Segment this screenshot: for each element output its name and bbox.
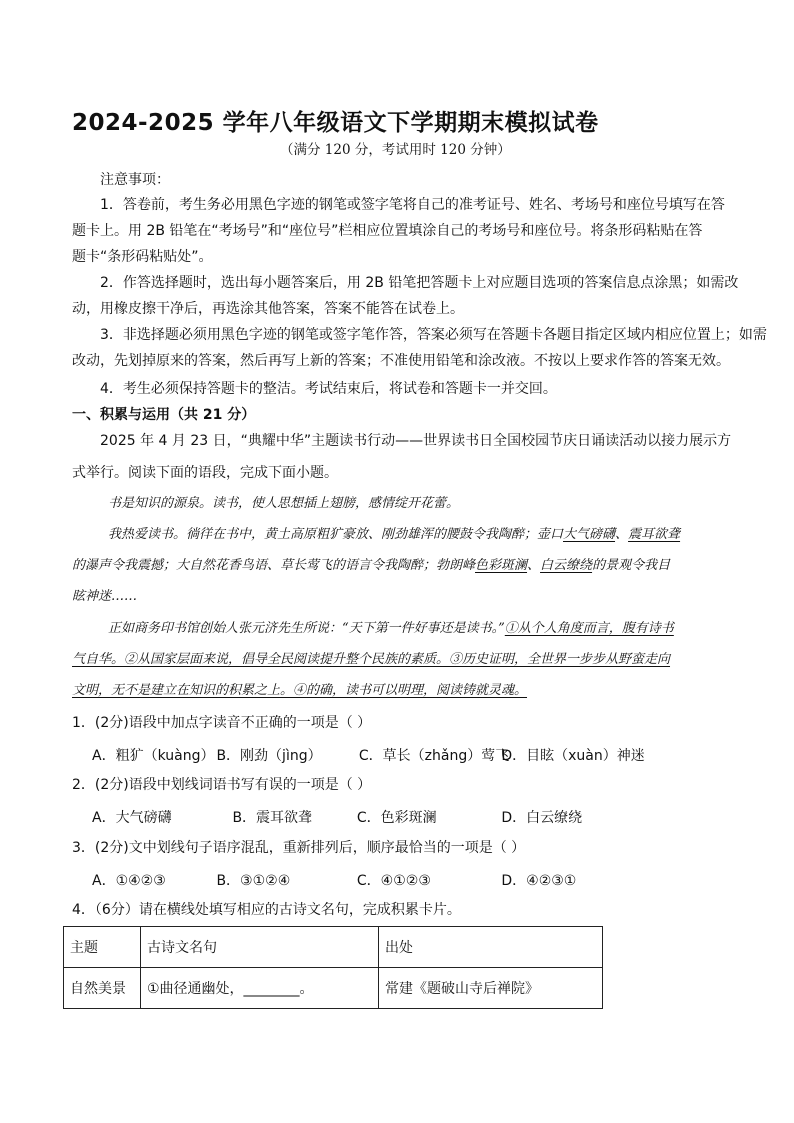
q2-option-b[interactable]: B．震耳欲聋: [232, 810, 313, 826]
q1-option-a[interactable]: A．粗犷（kuàng）: [92, 748, 215, 764]
note-1-line-2: 题卡上。用 2B 铅笔在“考场号”和“座位号”栏相应位置填涂自己的考场号和座位号。将条形码粘贴在答: [72, 223, 703, 239]
q2-option-a[interactable]: A．大气磅礴: [92, 810, 172, 826]
note-3-line-2: 改动，先划掉原来的答案，然后再写上新的答案；不准使用铅笔和涂改液。不按以上要求作答的答案无效。: [72, 353, 730, 369]
note-1-line-1: 1．答卷前，考生务必用黑色字迹的钢笔或签字笔将自己的准考证号、姓名、考场号和座位号填写在答: [100, 197, 725, 213]
passage-paragraph-3-line-1: 正如商务印书馆创始人张元济先生所说：“天下第一件好事还是读书。”①从个人角度而言，腹有诗书: [108, 621, 674, 636]
note-3-line-1: 3．非选择题必须用黑色字迹的钢笔或签字笔作答，答案必须写在答题卡各题目指定区域内相应位置上；如需: [100, 327, 767, 343]
question-3: 3．(2分)文中划线句子语序混乱，重新排列后，顺序最恰当的一项是（ ）: [72, 840, 526, 856]
question-4: 4．（6分）请在横线处填写相应的古诗文名句，完成积累卡片。: [72, 902, 461, 918]
passage-paragraph-3-line-2: 气自华。②从国家层面来说，倡导全民阅读提升整个民族的素质。③历史证明，全世界一步步从野蛮走向: [72, 652, 671, 667]
table-header-row: [64, 927, 603, 968]
note-2-line-1: 2．作答选择题时，选出每小题答案后，用 2B 铅笔把答题卡上对应题目选项的答案信息点涂黑；如需改: [100, 275, 739, 291]
page-title: 2024-2025 学年八年级语文下学期期末模拟试卷: [72, 110, 599, 136]
question-2-options: [92, 807, 582, 827]
table-row: [64, 968, 603, 1009]
passage-paragraph-1: 书是知识的源泉。读书，使人思想插上翅膀，感情绽开花蕾。: [108, 496, 460, 511]
question-3-options: [92, 870, 576, 890]
cell-theme: 自然美景: [64, 968, 141, 1009]
section-1-intro-1: 2025 年 4 月 23 日，“典耀中华”主题读书行动——世界读书日全国校园节庆日诵读活动以接力展示方: [100, 433, 732, 449]
passage-paragraph-2-line-3: 眩神迷……: [72, 589, 138, 604]
q1-option-d[interactable]: D．目眩（xuàn）神迷: [501, 748, 645, 764]
question-1-options: [92, 745, 645, 765]
q2-option-d[interactable]: D．白云缭绕: [501, 810, 583, 826]
q1-option-c[interactable]: C．草长（zhǎng）莺飞: [358, 748, 510, 764]
underlined-sentence-part-1: ①从个人角度而言，腹有诗书: [504, 621, 674, 636]
passage-paragraph-3-line-3: 文明，无不是建立在知识的积累之上。④的确，读书可以明理，阅读铸就灵魂。: [72, 683, 528, 698]
q1-option-b[interactable]: B．刚劲（jìng）: [216, 748, 322, 764]
question-1: 1．(2分)语段中加点字读音不正确的一项是（ ）: [72, 715, 372, 731]
passage-paragraph-2-line-1: 我热爱读书。徜徉在书中，黄土高原粗犷豪放、刚劲雄浑的腰鼓令我陶醉；壶口大气磅礴、震耳欲聋: [108, 527, 681, 542]
accumulation-card-table: [63, 926, 603, 1009]
header-source: 出处: [379, 927, 603, 968]
q3-option-b[interactable]: B．③①②④: [216, 873, 291, 889]
q3-option-a[interactable]: A．①④②③: [92, 873, 166, 889]
note-1-line-3: 题卡“条形码粘贴处”。: [72, 249, 213, 265]
note-2-line-2: 动，用橡皮擦干净后，再选涂其他答案，答案不能答在试卷上。: [72, 301, 464, 317]
section-1-intro-2: 式举行。阅读下面的语段，完成下面小题。: [72, 465, 338, 481]
underlined-word-1: 大气磅礴: [563, 527, 616, 542]
q2-option-c[interactable]: C．色彩斑澜: [356, 810, 437, 826]
notes-heading: 注意事项：: [100, 172, 170, 188]
cell-poem-line[interactable]: ①曲径通幽处，________。: [141, 968, 379, 1009]
q3-option-d[interactable]: D．④②③①: [501, 873, 577, 889]
note-4: 4．考生必须保持答题卡的整洁。考试结束后，将试卷和答题卡一并交回。: [100, 381, 557, 397]
underlined-word-4: 白云缭绕: [540, 558, 593, 573]
page-subtitle: （满分 120 分，考试用时 120 分钟）: [280, 142, 511, 158]
question-2: 2．(2分)语段中划线词语书写有误的一项是（ ）: [72, 777, 372, 793]
underlined-word-2: 震耳欲聋: [628, 527, 681, 542]
header-poem-line: 古诗文名句: [141, 927, 379, 968]
q3-option-c[interactable]: C．④①②③: [356, 873, 431, 889]
header-theme: 主题: [64, 927, 141, 968]
section-1-heading: 一、积累与运用（共 21 分）: [72, 407, 256, 423]
cell-source: 常建《题破山寺后禅院》: [379, 968, 603, 1009]
passage-paragraph-2-line-2: 的瀑声令我震撼；大自然花香鸟语、草长莺飞的语言令我陶醉；勃朗峰色彩斑澜、白云缭绕的景观令我目: [72, 558, 671, 573]
underlined-word-3: 色彩斑澜: [475, 558, 528, 573]
